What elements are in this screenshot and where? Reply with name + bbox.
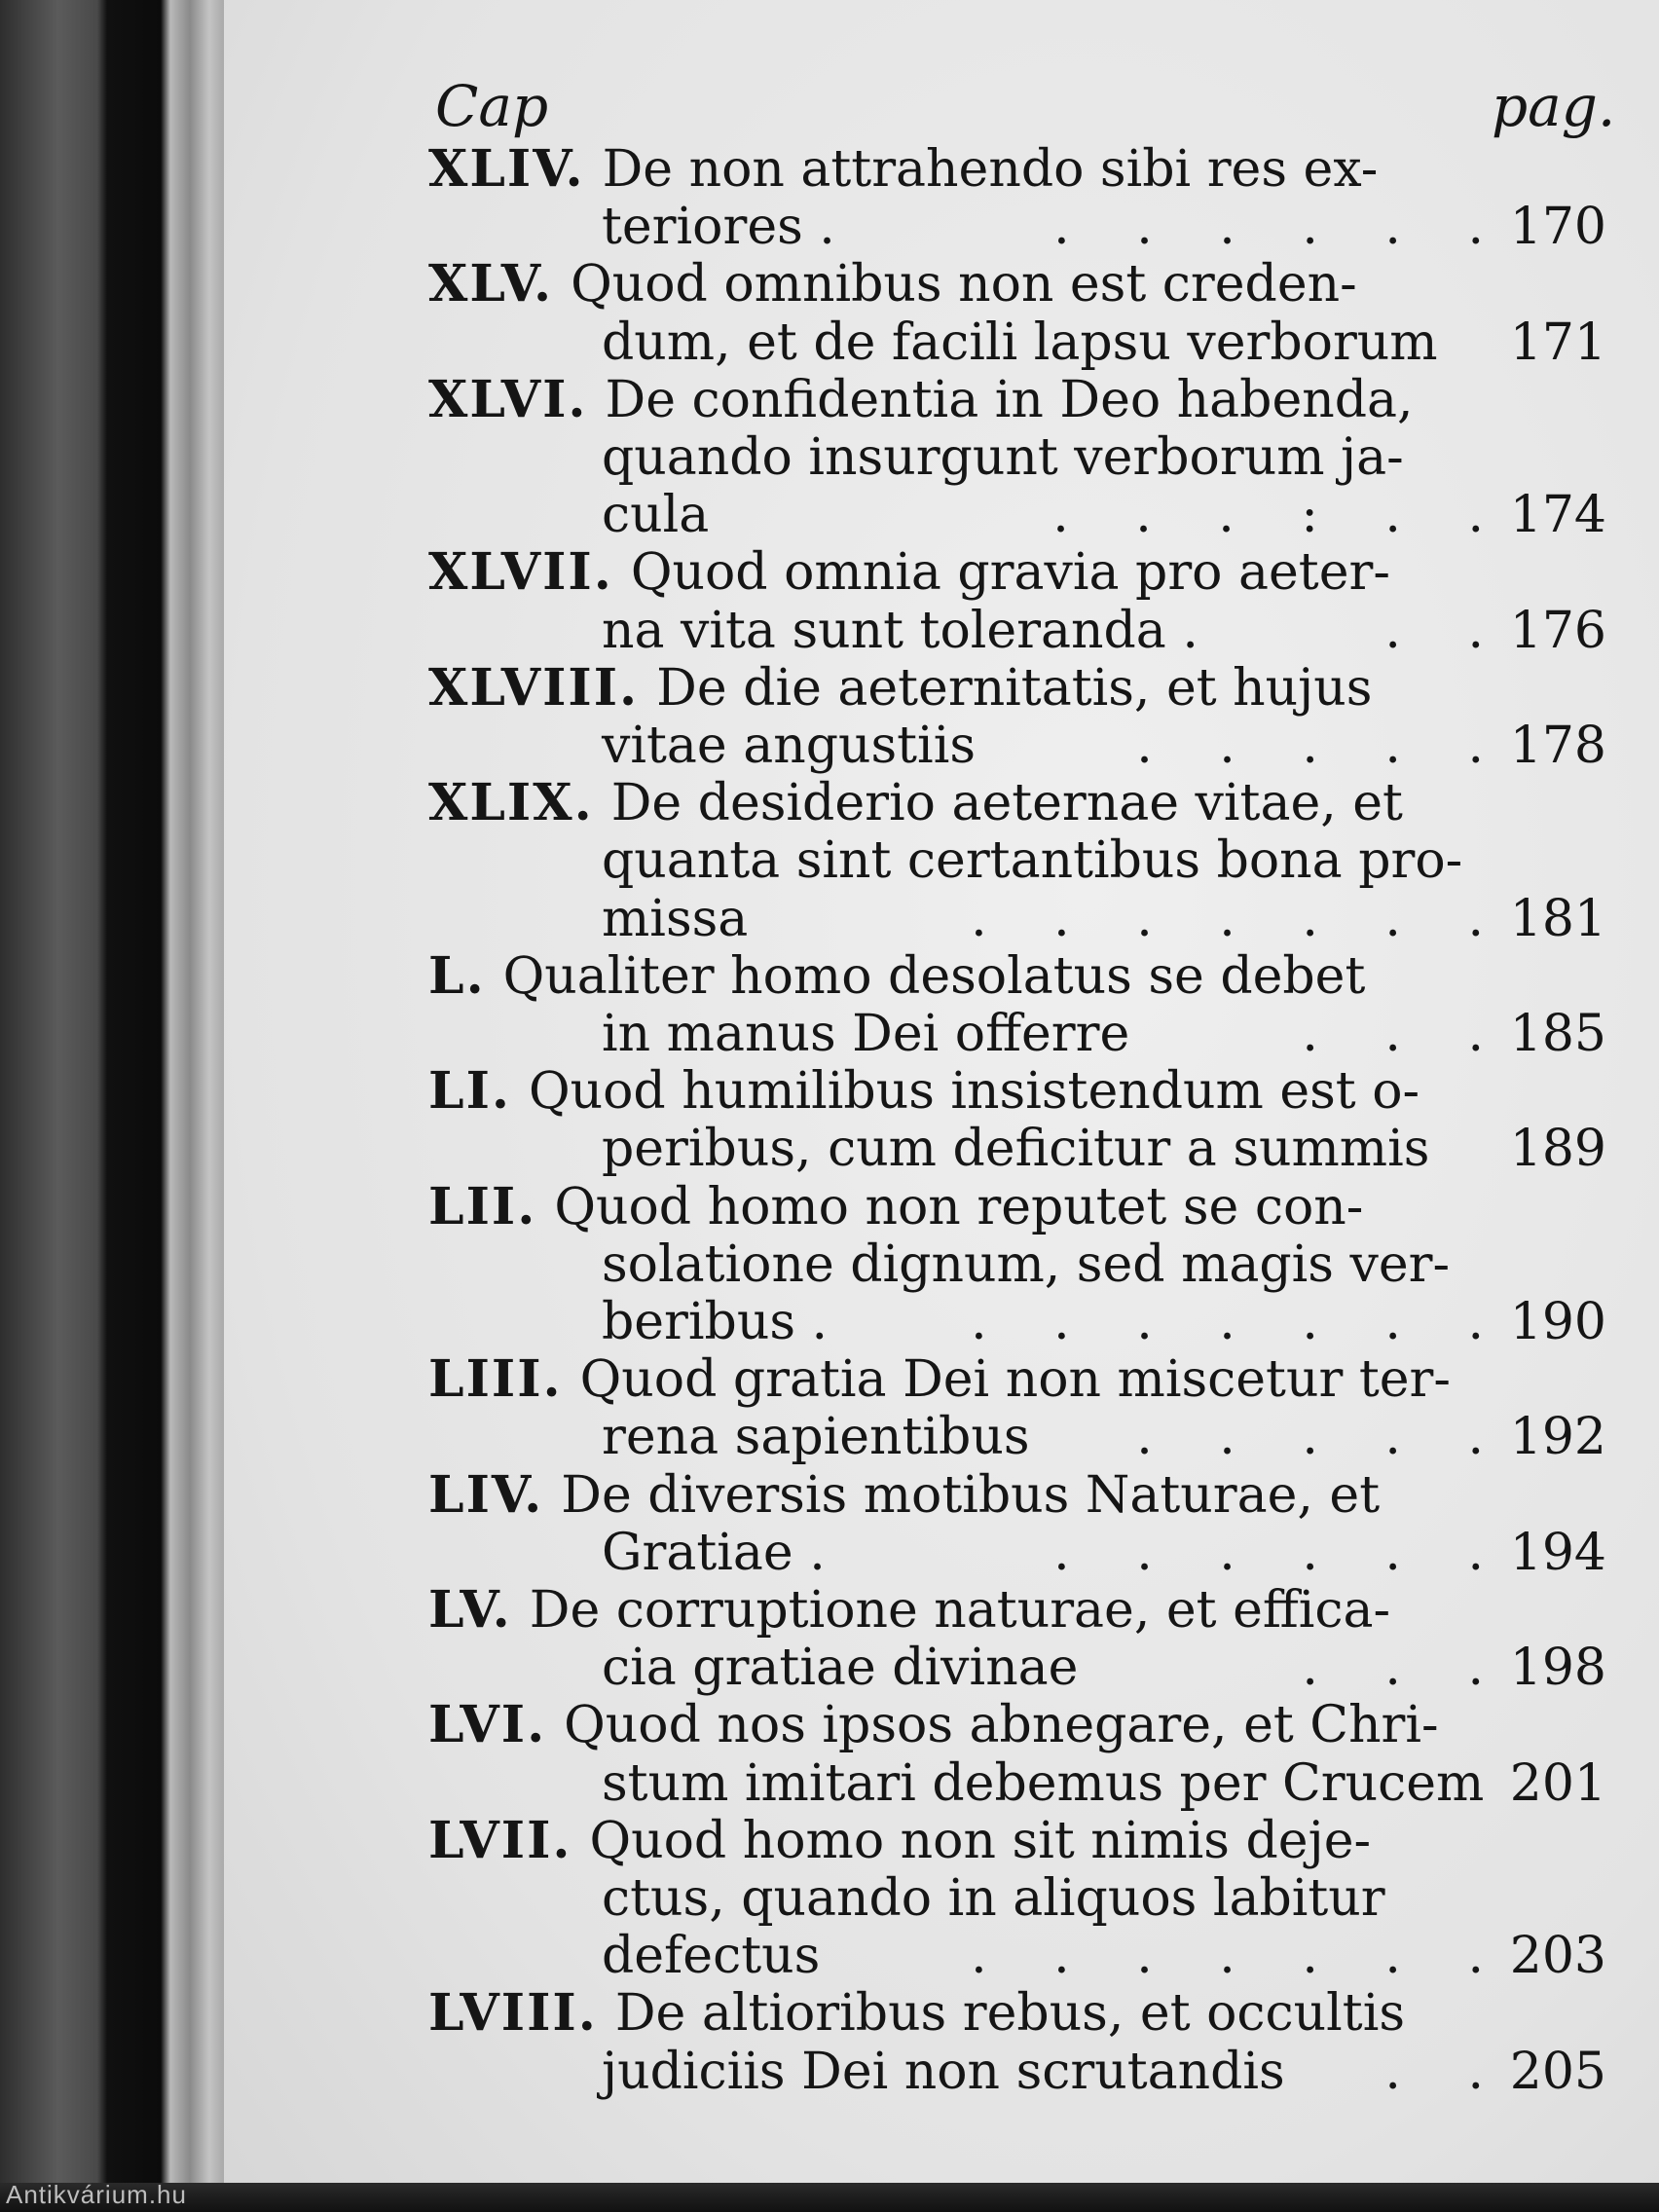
toc-line [602, 832, 1462, 889]
toc-line [602, 429, 1404, 486]
chapter-title-line: defectus [602, 1927, 821, 1986]
toc-line [428, 1351, 1451, 1408]
chapter-number: LVI. [428, 1695, 547, 1755]
chapter-title-line: Gratiae . [602, 1523, 826, 1582]
toc-line [602, 1409, 1030, 1465]
toc-line [428, 1985, 1405, 2042]
toc-line [428, 1063, 1419, 1120]
dot-leader: . . . . . . . [971, 1928, 1484, 1985]
chapter-title-line: missa [602, 889, 749, 948]
dot-leader: . . [1384, 602, 1484, 659]
dot-leader: . . . : . . [1052, 487, 1484, 544]
dot-leader: . . [1384, 2043, 1484, 2100]
chapter-number: XLIV. [428, 139, 585, 199]
toc-line [602, 1928, 820, 1984]
dot-leader: . . . [1302, 1006, 1484, 1062]
toc-line [602, 1525, 826, 1581]
toc-line [602, 2044, 1285, 2100]
chapter-title-line: De diversis motibus Naturae, et [561, 1465, 1381, 1525]
toc-line [602, 1640, 1078, 1696]
dot-leader: . . . . . [1136, 718, 1484, 774]
chapter-title-line: De confidentia in Deo habenda, [605, 370, 1414, 429]
dot-leader: . . . . . . [1053, 1524, 1484, 1581]
chapter-title-line: quanta sint certantibus bona pro- [602, 831, 1463, 891]
page-number: 192 [1509, 1408, 1606, 1467]
toc-line [602, 718, 976, 774]
toc-line [428, 1810, 1372, 1870]
chapter-title-line: De die aeternitatis, et hujus [656, 658, 1373, 718]
chapter-title-line: ctus, quando in aliquos labitur [602, 1869, 1385, 1928]
page-number: 176 [1509, 601, 1606, 660]
watermark-text: Antikvárium.hu [6, 2180, 187, 2209]
page-number: 198 [1509, 1639, 1606, 1698]
chapter-title-line: cia gratiae divinae [602, 1639, 1079, 1698]
header-cap: Cap [435, 73, 549, 139]
toc-line [602, 891, 748, 947]
chapter-title-line: De desiderio aeternae vitae, et [610, 774, 1403, 833]
toc-line [602, 1870, 1385, 1927]
page-number: 194 [1509, 1523, 1606, 1582]
toc-line [428, 141, 1378, 198]
chapter-number: LVIII. [428, 1983, 598, 2044]
page-number: 174 [1509, 486, 1606, 545]
page-number: 185 [1509, 1005, 1606, 1063]
bottom-edge [0, 2180, 1659, 2212]
chapter-number: LI. [428, 1061, 511, 1122]
chapter-title-line: in manus Dei offerre [602, 1005, 1130, 1063]
chapter-title-line: Quod gratia Dei non miscetur ter- [579, 1350, 1451, 1410]
toc-line [428, 544, 1390, 601]
chapter-title-line: na vita sunt toleranda . [602, 601, 1198, 660]
chapter-title-line: Quod humilibus insistendum est o- [529, 1062, 1420, 1122]
chapter-title-line: rena sapientibus [602, 1408, 1030, 1467]
chapter-number: L. [428, 945, 486, 1006]
toc-line [428, 1464, 1381, 1525]
page-number: 178 [1509, 717, 1606, 775]
chapter-number: XLVIII. [428, 657, 640, 718]
dot-leader: . . . . . . . [971, 890, 1484, 947]
chapter-number: XLIX. [428, 773, 594, 833]
chapter-number: LIII. [428, 1349, 563, 1410]
chapter-title-line: Quod omnibus non est creden- [571, 255, 1357, 314]
toc-line [428, 657, 1373, 718]
chapter-title-line: Quod homo non reputet se con- [554, 1177, 1364, 1236]
chapter-title-line: beribus . [602, 1293, 829, 1351]
toc-line [428, 256, 1357, 313]
toc-line [602, 1755, 1484, 1812]
chapter-number: XLVII. [428, 542, 613, 603]
dot-leader: . . . . . . . [971, 1294, 1484, 1350]
chapter-title-line: De corruptione naturae, et effica- [529, 1581, 1391, 1640]
toc-line [428, 1176, 1364, 1236]
chapter-title-line: quando insurgunt verborum ja- [602, 428, 1404, 487]
page-number: 171 [1509, 313, 1606, 372]
toc-line [602, 603, 1198, 659]
page-number: 190 [1509, 1293, 1606, 1351]
chapter-number: LIV. [428, 1464, 544, 1525]
toc-line [602, 1236, 1450, 1293]
page-number: 201 [1509, 1753, 1606, 1813]
dot-leader: . . . . . [1136, 1409, 1484, 1466]
chapter-number: LVII. [428, 1810, 572, 1870]
toc-line [428, 1697, 1439, 1753]
page-number: 170 [1509, 198, 1606, 257]
chapter-title-line: judiciis Dei non scrutandis [602, 2042, 1285, 2101]
page-number: 205 [1509, 2042, 1606, 2101]
chapter-title-line: De altioribus rebus, et occultis [614, 1984, 1406, 2044]
chapter-title-line: teriores . [602, 198, 835, 257]
dot-leader: . . . [1302, 1640, 1484, 1697]
chapter-title-line: peribus, cum deficitur a summis [602, 1120, 1430, 1179]
chapter-title-line: stum imitari debemus per Crucem [602, 1753, 1485, 1813]
toc-line [428, 1582, 1390, 1639]
toc-line [428, 775, 1403, 831]
chapter-title-line: Qualiter homo desolatus se debet [502, 946, 1366, 1006]
toc-line [602, 487, 709, 543]
chapter-title-line: dum, et de facili lapsu verborum [602, 313, 1438, 372]
chapter-title-line: Quod nos ipsos abnegare, et Chri- [564, 1696, 1439, 1755]
page-number: 189 [1509, 1120, 1606, 1179]
chapter-title-line: cula [602, 486, 710, 545]
header-pag: pag. [1492, 73, 1616, 139]
dot-leader: . . . . . . [1053, 199, 1484, 256]
page-number: 181 [1509, 889, 1606, 948]
toc-line [602, 314, 1438, 371]
chapter-number: XLVI. [428, 369, 588, 429]
chapter-title-line: Quod homo non sit nimis deje- [589, 1811, 1372, 1870]
chapter-title-line: vitae angustiis [602, 717, 977, 775]
toc-line [602, 199, 835, 255]
toc-line [602, 1006, 1129, 1062]
chapter-title-line: De non attrahendo sibi res ex- [602, 140, 1379, 199]
chapter-number: XLV. [428, 254, 554, 314]
chapter-number: LV. [428, 1580, 512, 1640]
toc-line [602, 1121, 1429, 1177]
page-number: 203 [1509, 1927, 1606, 1986]
toc-line [428, 369, 1414, 429]
toc-line [602, 1294, 828, 1350]
toc-line [428, 945, 1366, 1006]
chapter-number: LII. [428, 1176, 537, 1236]
chapter-title-line: Quod omnia gravia pro aeter- [630, 543, 1390, 603]
chapter-title-line: solatione dignum, sed magis ver- [602, 1235, 1451, 1294]
